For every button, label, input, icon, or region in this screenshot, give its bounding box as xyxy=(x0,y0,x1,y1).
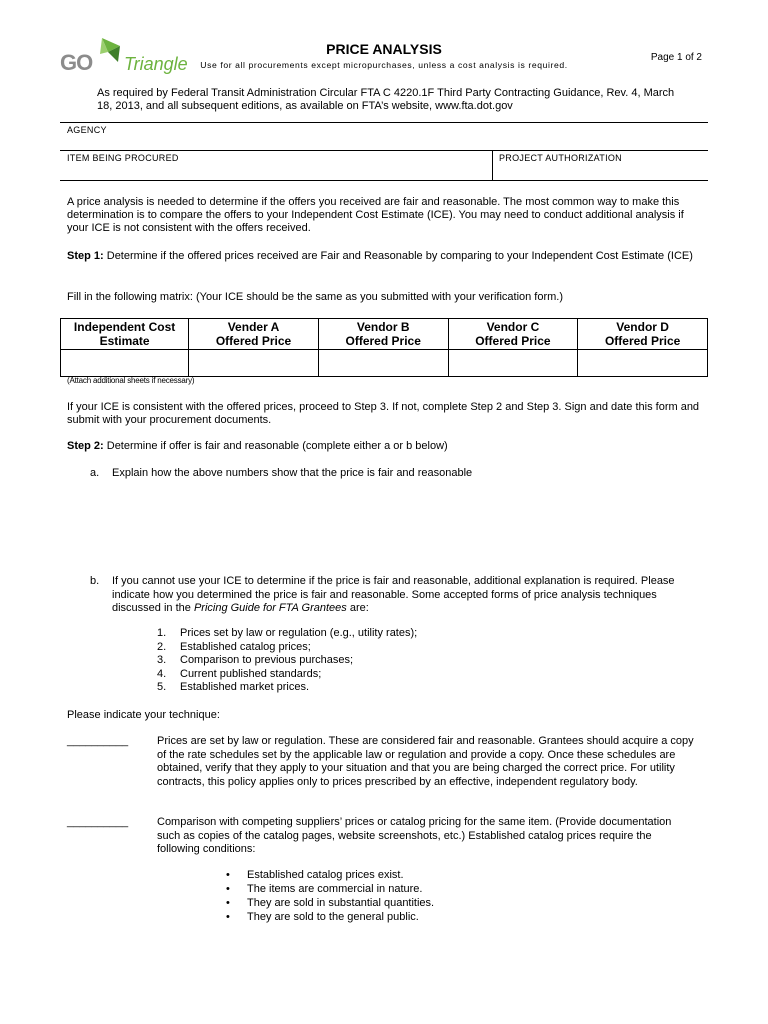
matrix-header-row xyxy=(61,319,708,350)
list-item: 2. Established catalog prices; xyxy=(157,640,311,653)
vendor-b-input-cell[interactable] xyxy=(318,350,448,377)
vendor-d-input-cell[interactable] xyxy=(578,350,708,377)
fill-instruction: Fill in the following matrix: (Your ICE should be the same as you submitted with your verification form.) xyxy=(67,291,564,303)
list-item: • The items are commercial in nature. xyxy=(226,883,423,895)
price-matrix xyxy=(60,318,708,377)
technique-law-text: Prices are set by law or regulation. These are considered fair and reasonable. Grantees should acquire a copy of the rate schedules set by the applicable law or regulation and provide a copy. Once these schedules are obtained, verify that they apply to your situation and that you are being charged the correct price. For utility contracts, this policy applies only to prices prescribed by an effective, independent regulatory body. xyxy=(157,735,694,788)
matrix-input-row xyxy=(61,350,708,377)
ice-input-cell[interactable] xyxy=(61,350,189,377)
intro-paragraph: A price analysis is needed to determine if the offers you received are fair and reasonable. The most common way to make this determination is to compare the offers to your Independent Cost Estimate (ICE). You may need to conduct additional analysis if your ICE is not consistent with the offers received. xyxy=(67,196,684,234)
list-item: 5. Established market prices. xyxy=(157,681,309,693)
option-a-text: Explain how the above numbers show that the price is fair and reasonable xyxy=(112,467,473,479)
divider xyxy=(60,122,708,123)
technique-blank-catalog[interactable]: __________ xyxy=(67,816,129,828)
pricing-guide-title: Pricing Guide for FTA Grantees xyxy=(193,602,347,614)
technique-catalog-text: Comparison with competing suppliers’ prices or catalog pricing for the same item. (Provide documentation such as copies of the catalog pages, website screenshots, etc.) Established catalog prices require the following conditions: xyxy=(157,816,672,855)
step1-label: Step 1: xyxy=(67,250,104,262)
logo-triangle-text: Triangle xyxy=(124,54,188,74)
divider xyxy=(60,150,708,151)
intro-text: As required by Federal Transit Administration Circular FTA C 4220.1F Third Party Contracting Guidance, Rev. 4, March 18, 2013, and all subsequent editions, as available on FTA’s website, www.fta.dot.gov xyxy=(97,87,675,112)
list-item: 3. Comparison to previous purchases; xyxy=(157,654,354,666)
indicate-technique: Please indicate your technique: xyxy=(67,709,220,721)
technique-list xyxy=(157,627,417,695)
list-item: • They are sold to the general public. xyxy=(226,911,419,923)
option-a-marker: a. xyxy=(90,467,100,479)
matrix-header-vendor-d: Vendor D Offered Price xyxy=(578,319,708,350)
divider xyxy=(60,180,708,181)
matrix-header-ice: Independent Cost Estimate xyxy=(61,319,189,350)
project-field[interactable] xyxy=(494,164,708,180)
vendor-c-input-cell[interactable] xyxy=(448,350,578,377)
agency-label: AGENCY xyxy=(67,125,107,135)
option-b-marker: b. xyxy=(90,575,100,587)
step1-text: Determine if the offered prices received are Fair and Reasonable by comparing to your Independent Cost Estimate (ICE) xyxy=(103,250,693,262)
matrix-header-vendor-c: Vendor C Offered Price xyxy=(448,319,578,350)
step2-paragraph xyxy=(67,440,707,453)
list-item: • They are sold in substantial quantities. xyxy=(226,897,435,909)
agency-field[interactable] xyxy=(60,136,708,150)
catalog-conditions xyxy=(226,868,434,924)
consistency-paragraph: If your ICE is consistent with the offered prices, proceed to Step 3. If not, complete Step 2 and Step 3. Sign and date this form and submit with your procurement documents. xyxy=(67,401,700,426)
attach-note: (Attach additional sheets if necessary) xyxy=(67,376,195,385)
step2-label: Step 2: xyxy=(67,440,104,452)
item-label: ITEM BEING PROCURED xyxy=(67,153,179,163)
page-subtitle: Use for all procurements except micropurchases, unless a cost analysis is required. xyxy=(200,60,568,70)
technique-blank-law[interactable]: __________ xyxy=(67,735,129,747)
project-label: PROJECT AUTHORIZATION xyxy=(499,153,622,163)
matrix-header-vendor-a: Vender A Offered Price xyxy=(189,319,319,350)
field-separator xyxy=(492,150,493,181)
step2-text: Determine if offer is fair and reasonable (complete either a or b below) xyxy=(103,440,448,452)
option-a-explanation-area[interactable] xyxy=(112,484,702,564)
item-field[interactable] xyxy=(60,164,490,180)
vendor-a-input-cell[interactable] xyxy=(189,350,319,377)
list-item: 4. Current published standards; xyxy=(157,667,322,680)
page-title: PRICE ANALYSIS xyxy=(326,41,442,57)
option-b-text: If you cannot use your ICE to determine if the price is fair and reasonable, additional explanation is required. Please indicate how you determined the price is fair and reasonable. Some accepted forms of price analysis techniques discussed in the Pricing Guide for FTA Grantees are: xyxy=(112,575,675,614)
logo-go-text: GO xyxy=(60,50,93,75)
step1-paragraph xyxy=(67,250,707,263)
page-number: Page 1 of 2 xyxy=(650,52,702,63)
list-item: 1. Prices set by law or regulation (e.g., utility rates); xyxy=(157,627,418,639)
matrix-header-vendor-b: Vendor B Offered Price xyxy=(318,319,448,350)
list-item: • Established catalog prices exist. xyxy=(226,869,404,881)
